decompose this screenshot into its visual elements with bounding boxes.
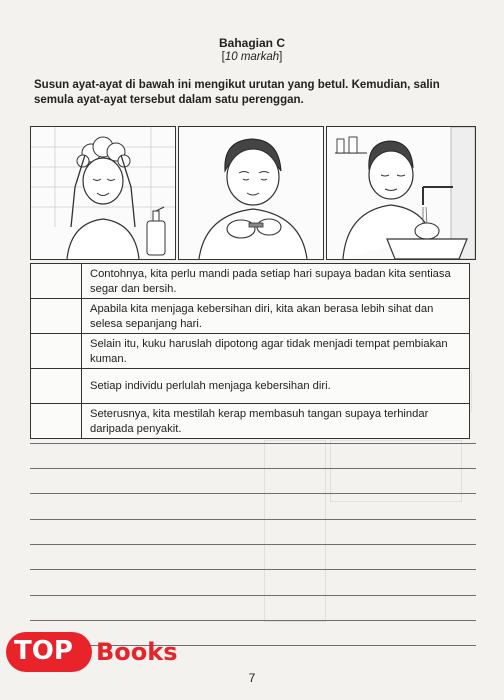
illustration-strip bbox=[30, 126, 476, 260]
answer-number-cell[interactable] bbox=[31, 404, 82, 438]
answer-number-cell[interactable] bbox=[31, 334, 82, 368]
sentence-text: Seterusnya, kita mestilah kerap membasuh tangan supaya terhindar daripada penyakit. bbox=[90, 408, 429, 435]
sentence-text: Selain itu, kuku haruslah dipotong agar tidak menjadi tempat pembiakan kuman. bbox=[90, 338, 448, 365]
writing-line[interactable] bbox=[30, 493, 476, 494]
boy-washing-hands-icon bbox=[326, 126, 476, 260]
sentence-row-4 bbox=[31, 369, 469, 404]
sentence-text: Setiap individu perlulah menjaga kebersihan diri. bbox=[90, 380, 331, 393]
writing-line[interactable] bbox=[30, 468, 476, 469]
writing-line[interactable] bbox=[30, 544, 476, 545]
answer-number-cell[interactable] bbox=[31, 369, 82, 403]
section-marks: [10 markah] bbox=[221, 51, 283, 63]
sentence-row-3 bbox=[31, 334, 469, 369]
boy-washing-hands-drawing bbox=[327, 127, 475, 259]
answer-number-cell[interactable] bbox=[31, 299, 82, 333]
boy-cutting-nails-drawing bbox=[179, 127, 323, 259]
sentence-row-1 bbox=[31, 264, 469, 299]
writing-line[interactable] bbox=[30, 519, 476, 520]
sentence-row-5 bbox=[31, 404, 469, 438]
logo-top-text: TOP bbox=[14, 636, 73, 666]
sentence-row-2 bbox=[31, 299, 469, 334]
answer-number-cell[interactable] bbox=[31, 264, 82, 298]
boy-cutting-nails-icon bbox=[178, 126, 324, 260]
writing-line[interactable] bbox=[30, 595, 476, 596]
writing-line[interactable] bbox=[30, 443, 476, 444]
writing-line[interactable] bbox=[30, 620, 476, 621]
sentence-text: Contohnya, kita perlu mandi pada setiap hari supaya badan kita sentiasa segar dan bersih. bbox=[90, 268, 451, 295]
section-title: Bahagian C bbox=[218, 36, 285, 50]
writing-line[interactable] bbox=[30, 569, 476, 570]
sentence-table bbox=[30, 263, 470, 439]
topbooks-logo bbox=[6, 632, 192, 672]
instruction-text: Susun ayat-ayat di bawah ini mengikut urutan yang betul. Kemudian, salin semula ayat-ayat tersebut dalam satu perenggan. bbox=[34, 79, 440, 106]
sentence-text: Apabila kita menjaga kebersihan diri, kita akan berasa lebih sihat dan selesa sepanjang hari. bbox=[90, 303, 434, 330]
logo-books-text: Books bbox=[96, 638, 178, 666]
boy-washing-hair-drawing bbox=[31, 127, 175, 259]
page-number: 7 bbox=[248, 671, 256, 685]
boy-washing-hair-icon bbox=[30, 126, 176, 260]
